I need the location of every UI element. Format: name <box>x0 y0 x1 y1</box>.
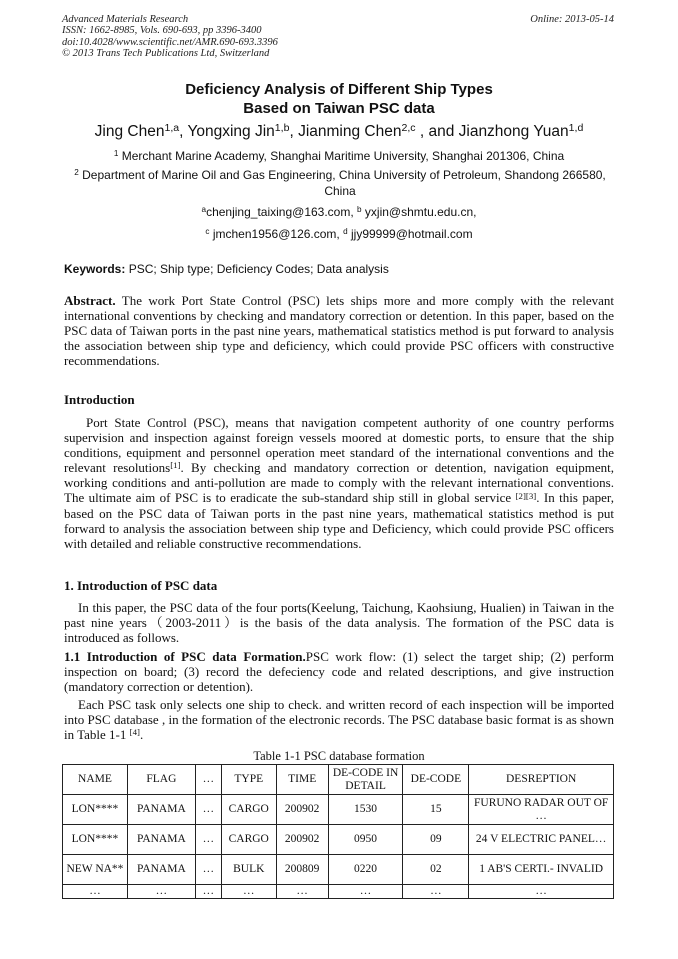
table-cell: 200809 <box>276 855 328 885</box>
table-header-cell: NAME <box>63 765 128 795</box>
author-name: Jing Chen <box>94 123 165 140</box>
subsection-text: PSC work flow: (1) select the target ship; (2) perform inspection on board; (3) record the defeciency code and related descriptions, and give instruction (mandatory correction or detention). <box>64 649 614 695</box>
table-cell: … <box>63 885 128 899</box>
table-row <box>63 885 614 899</box>
online-date: Online: 2013-05-14 <box>530 14 614 25</box>
paragraph-text: Each PSC task only selects one ship to check. and written record of each inspection will be imported into PSC database , in the formation of the electronic records. The PSC database basic format is as shown in Table 1-1 <box>64 697 614 743</box>
table-cell: 200902 <box>276 825 328 855</box>
table-cell: 0950 <box>328 825 403 855</box>
section-1-heading: 1. Introduction of PSC data <box>64 578 218 593</box>
email-text: jjy99999@hotmail.com <box>351 227 473 241</box>
table-cell: PANAMA <box>127 795 195 825</box>
table-cell: … <box>195 825 221 855</box>
table-cell: 24 V ELECTRIC PANEL… <box>469 825 614 855</box>
abstract-text: The work Port State Control (PSC) lets ships more and more comply with the relevant international conventions by checking and mandatory correction or detention. In this paper, based on the PSC data of Taiwan ports in the past nine years, mathematical statistics method is put forward to analysis the association between ship type and deficiency, which could provide PSC officers with constructive recommendations. <box>64 293 615 369</box>
introduction-paragraph <box>64 415 614 551</box>
author-name: Jianming Chen <box>298 123 402 140</box>
table-cell: CARGO <box>221 825 276 855</box>
email-line-1 <box>0 205 678 220</box>
table-row <box>63 795 614 825</box>
table-cell: BULK <box>221 855 276 885</box>
intro-text-2: . By checking and mandatory correction or detention, navigation equipment, working conditions and anti-pollution are made to comply with the relevant international conventions. The ultimate aim of PSC is to eradicate the sub-standard ship still in global service <box>64 460 614 506</box>
keywords-text: PSC; Ship type; Deficiency Codes; Data analysis <box>128 262 389 276</box>
keywords-label: Keywords: <box>64 262 126 276</box>
table-cell: … <box>195 885 221 899</box>
author-separator: , <box>179 123 188 140</box>
affiliation-1 <box>40 149 638 165</box>
table-caption: Table 1-1 PSC database formation <box>253 749 425 763</box>
table-cell: … <box>403 885 469 899</box>
table-cell: PANAMA <box>127 825 195 855</box>
table-header-cell: … <box>195 765 221 795</box>
author-sup: 1,d <box>568 122 584 135</box>
affiliation-sup: 1 <box>113 149 119 159</box>
intro-text-1: Port State Control (PSC), means that navigation competent authority of one country performs supervision and inspection against foreign vessels moored at domestic ports, to ensure that the ship conditions, equipment and personnel operation meet standard of the international conventions and the relevant resolutions <box>64 415 614 476</box>
table-header-cell: TYPE <box>221 765 276 795</box>
affiliation-text: Merchant Marine Academy, Shanghai Maritime University, Shanghai 201306, China <box>121 149 565 163</box>
subsection-1-1 <box>64 649 614 694</box>
copyright-line: © 2013 Trans Tech Publications Ltd, Switzerland <box>62 47 270 59</box>
subsection-heading: 1.1 Introduction of PSC data Formation. <box>64 649 306 664</box>
table-row <box>63 825 614 855</box>
email-sup: d <box>343 227 348 237</box>
email-line-2 <box>0 227 678 242</box>
affiliation-text: Department of Marine Oil and Gas Engineering, China University of Petroleum, Shandong 266580, China <box>82 168 606 198</box>
table-cell: 02 <box>403 855 469 885</box>
author-sup: 2,c <box>401 122 416 135</box>
table-header-row <box>63 765 614 795</box>
table-cell: … <box>276 885 328 899</box>
table-cell: LON**** <box>63 825 128 855</box>
abstract <box>64 293 614 368</box>
table-header-cell: DESREPTION <box>469 765 614 795</box>
email-sup: a <box>201 205 207 215</box>
table-header-cell: TIME <box>276 765 328 795</box>
table-cell: 1 AB'S CERTI.- INVALID <box>469 855 614 885</box>
table-cell: … <box>195 855 221 885</box>
table-cell: … <box>127 885 195 899</box>
issn-line: ISSN: 1662-8985, Vols. 690-693, pp 3396-3400 <box>62 25 262 37</box>
table-header-cell: DE-CODE <box>403 765 469 795</box>
journal-header <box>62 14 278 59</box>
affiliation-sup: 2 <box>74 168 79 178</box>
table-cell: 0220 <box>328 855 403 885</box>
section-1-paragraph: In this paper, the PSC data of the four ports(Keelung, Taichung, Kaohsiung, Hualien) in Taiwan in the past nine years（2003-2011）is the basis of the data analysis. The formation of the PSC data is introduced as follows. <box>64 600 614 646</box>
journal-name: Advanced Materials Research <box>62 14 189 25</box>
email-text: chenjing_taixing@163.com, <box>206 205 358 219</box>
psc-table <box>62 764 614 899</box>
email-sup: c <box>205 227 210 237</box>
table-cell: FURUNO RADAR OUT OF … <box>469 795 614 825</box>
doi-line: doi:10.4028/www.scientific.net/AMR.690-693.3396 <box>62 36 278 48</box>
table-header-cell: FLAG <box>127 765 195 795</box>
table-cell: 1530 <box>328 795 403 825</box>
table-cell: CARGO <box>221 795 276 825</box>
table-cell: NEW NA** <box>63 855 128 885</box>
author-sup: 1,b <box>274 122 290 135</box>
author-name: Yongxing Jin <box>187 123 275 140</box>
author-name: Jianzhong Yuan <box>458 123 569 140</box>
title-line-1: Deficiency Analysis of Different Ship Types <box>185 81 493 98</box>
intro-text-3: . In this paper, based on the PSC data of Taiwan ports in the past nine years, mathematical statistics method is put forward to analysis the association between ship type and Deficiency, which could provide PSC officers with detailed and reliable constructive recommendations. <box>64 490 614 551</box>
author-sup: 1,a <box>164 122 180 135</box>
table-cell: … <box>469 885 614 899</box>
citation: [4] <box>129 727 140 738</box>
table-cell: … <box>195 795 221 825</box>
table-cell: 200902 <box>276 795 328 825</box>
email-text: yxjin@shmtu.edu.cn, <box>364 205 477 219</box>
affiliation-2 <box>60 168 620 199</box>
table-cell: PANAMA <box>127 855 195 885</box>
citation: [2][3] <box>515 490 537 501</box>
table-cell: 15 <box>403 795 469 825</box>
author-separator: , and <box>415 123 459 140</box>
keywords <box>64 262 389 277</box>
email-text: jmchen1956@126.com, <box>212 227 344 241</box>
paragraph-end: . <box>139 727 144 743</box>
paper-title <box>0 80 678 118</box>
author-list <box>0 122 678 142</box>
introduction-heading: Introduction <box>64 392 135 407</box>
section-1-paragraph-2 <box>64 697 614 742</box>
title-line-2: Based on Taiwan PSC data <box>243 100 435 117</box>
table-cell: … <box>328 885 403 899</box>
email-sup: b <box>357 205 362 215</box>
table-cell: … <box>221 885 276 899</box>
author-separator: , <box>289 123 299 140</box>
citation: [1] <box>170 460 181 471</box>
abstract-label: Abstract. <box>64 293 116 308</box>
table-row <box>63 855 614 885</box>
table-cell: LON**** <box>63 795 128 825</box>
table-header-cell: DE-CODE IN DETAIL <box>328 765 403 795</box>
table-cell: 09 <box>403 825 469 855</box>
